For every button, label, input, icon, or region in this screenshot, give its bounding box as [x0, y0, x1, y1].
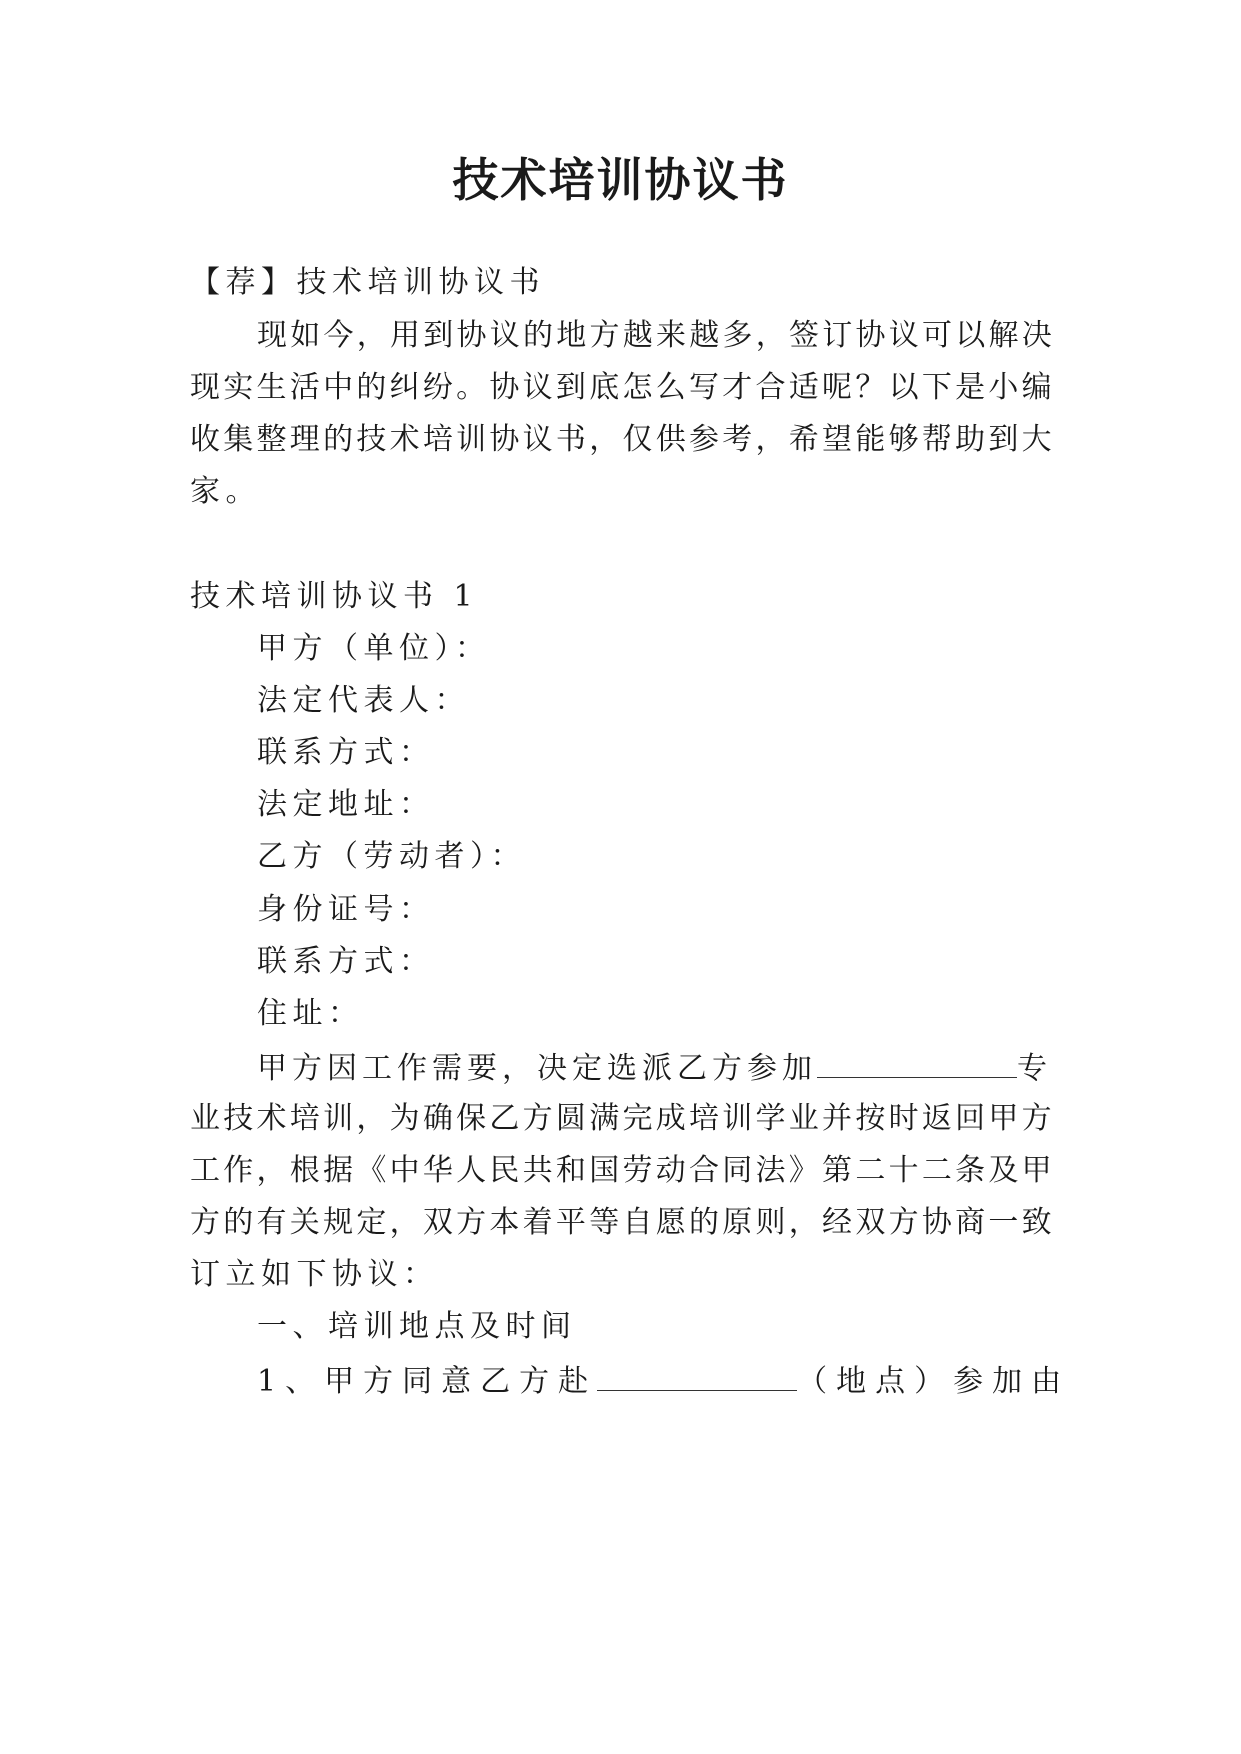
intro-heading: 【荐】技术培训协议书 — [190, 265, 545, 300]
training-major-blank[interactable] — [817, 1047, 1017, 1078]
intro-para-line-4: 家。 — [190, 474, 261, 509]
intro-para-line-2: 现 实 生 活 中 的 纠 纷 。 协 议 到 底 怎 么 写 才 合 适 呢 ？ 以 下 是 小 编 — [190, 370, 1052, 405]
field-contact-b: 联系方式： — [257, 944, 435, 979]
agreement-para-line-5: 订立如下协议： — [190, 1257, 439, 1292]
field-legal-address: 法定地址： — [257, 787, 435, 822]
field-contact-a: 联系方式： — [257, 735, 435, 770]
field-party-a: 甲方（单位）： — [257, 631, 491, 666]
training-location-blank[interactable] — [597, 1360, 797, 1391]
intro-para-line-1: 现 如 今 ， 用 到 协 议 的 地 方 越 来 越 多 ， 签 订 协 议 可 以 解 决 — [257, 318, 1052, 353]
agreement-para-line-3: 工 作 ， 根 据 《 中 华 人 民 共 和 国 劳 动 合 同 法 》 第 二 十 二 条 及 甲 — [190, 1153, 1052, 1188]
section-heading: 技术培训协议书 1 — [190, 579, 479, 614]
field-legal-rep: 法定代表人： — [257, 683, 470, 718]
intro-para-line-3: 收 集 整 理 的 技 术 培 训 协 议 书 ， 仅 供 参 考 ， 希 望 能 够 帮 助 到 大 — [190, 422, 1052, 457]
agreement-para-line-4: 方 的 有 关 规 定 ， 双 方 本 着 平 等 自 愿 的 原 则 ， 经 双 方 协 商 一 致 — [190, 1205, 1052, 1240]
clause-1-middle: （地点）参加由 — [797, 1364, 1071, 1399]
clause-1-line — [257, 1360, 1070, 1402]
clause-heading: 一、培训地点及时间 — [257, 1309, 577, 1344]
agreement-para-prefix: 甲方因工作需要，决定选派乙方参加 — [257, 1051, 817, 1086]
field-party-b: 乙方（劳动者）： — [257, 839, 526, 874]
page-title: 技术培训协议书 — [452, 153, 789, 207]
clause-1-prefix: 1、甲方同意乙方赴 — [257, 1364, 598, 1399]
field-address: 住址： — [257, 996, 364, 1031]
field-id-number: 身份证号： — [257, 892, 435, 927]
agreement-para-line-1 — [257, 1047, 1052, 1089]
agreement-para-line-2: 业 技 术 培 训 ， 为 确 保 乙 方 圆 满 完 成 培 训 学 业 并 按 时 返 回 甲 方 — [190, 1101, 1052, 1136]
agreement-para-suffix: 专 — [1017, 1051, 1052, 1086]
